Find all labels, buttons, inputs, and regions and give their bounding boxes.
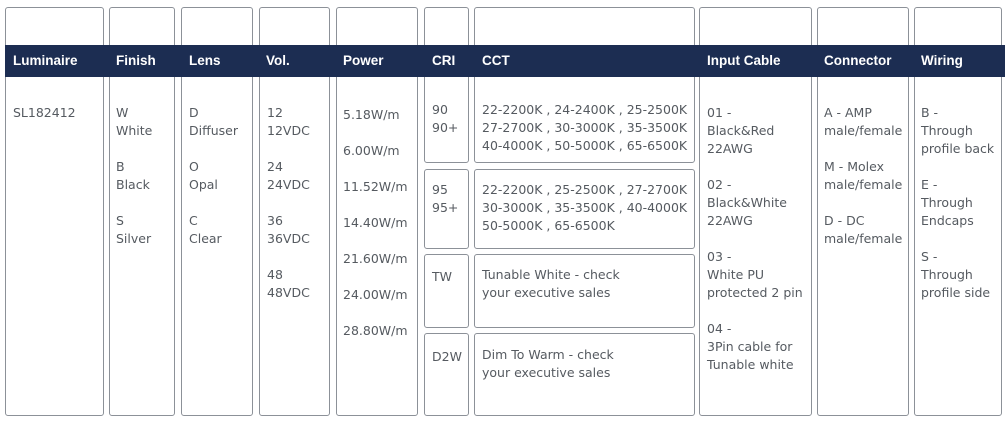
finish-name: Silver [116, 231, 152, 246]
wiring-text: profile back [921, 141, 995, 156]
cct-line: 22-2200K , 24-2400K , 25-2500K [482, 102, 688, 117]
header-wiring: Wiring [921, 53, 963, 68]
input-cable-text: 3Pin cable for [707, 339, 793, 354]
cri-group-1-box [424, 7, 469, 163]
header-cct: CCT [482, 53, 510, 68]
header-power: Power [343, 53, 384, 68]
header-connector: Connector [824, 53, 892, 68]
connector-text: male/female [824, 177, 903, 192]
power-value: 5.18W/m [343, 107, 400, 122]
cct-line: 22-2200K , 25-2500K , 27-2700K [482, 182, 688, 197]
power-value: 11.52W/m [343, 179, 408, 194]
vol-name: 36VDC [267, 231, 310, 246]
lens-name: Opal [189, 177, 218, 192]
cct-line: your executive sales [482, 285, 611, 300]
input-cable-text: protected 2 pin [707, 285, 803, 300]
power-value: 14.40W/m [343, 215, 408, 230]
input-cable-text: White PU [707, 267, 765, 282]
connector-code: D - DC [824, 213, 865, 228]
lens-name: Clear [189, 231, 222, 246]
cri-group-4-box [424, 333, 469, 416]
lens-name: Diffuser [189, 123, 238, 138]
cri-group-3-box [424, 254, 469, 328]
lens-code: O [189, 159, 199, 174]
cct-line: your executive sales [482, 365, 611, 380]
input-cable-text: Black&Red [707, 123, 775, 138]
power-value: 24.00W/m [343, 287, 408, 302]
input-cable-text: 22AWG [707, 213, 753, 228]
connector-text: male/female [824, 123, 903, 138]
input-cable-text: 22AWG [707, 141, 753, 156]
header-vol: Vol. [266, 53, 290, 68]
cri-value: D2W [432, 349, 462, 364]
input-cable-code: 02 - [707, 177, 732, 192]
header-cri: CRI [432, 53, 456, 68]
wiring-text: Through [921, 195, 973, 210]
lens-code: C [189, 213, 198, 228]
vol-code: 48 [267, 267, 283, 282]
finish-name: White [116, 123, 153, 138]
cri-value: TW [432, 269, 452, 284]
vol-name: 48VDC [267, 285, 310, 300]
finish-code: S [116, 213, 124, 228]
input-cable-text: Black&White [707, 195, 787, 210]
vol-name: 24VDC [267, 177, 310, 192]
cct-line: Tunable White - check [482, 267, 620, 282]
finish-code: B [116, 159, 125, 174]
input-cable-text: Tunable white [707, 357, 794, 372]
header-input-cable: Input Cable [707, 53, 781, 68]
power-value: 6.00W/m [343, 143, 400, 158]
cct-line: 30-3000K , 35-3500K , 40-4000K [482, 200, 688, 215]
header-lens: Lens [189, 53, 221, 68]
cri-value: 90+ [432, 120, 459, 135]
input-cable-code: 01 - [707, 105, 732, 120]
wiring-code: B - [921, 105, 939, 120]
wiring-text: Endcaps [921, 213, 974, 228]
input-cable-code: 04 - [707, 321, 732, 336]
header-luminaire: Luminaire [13, 53, 78, 68]
cri-value: 95 [432, 182, 448, 197]
luminaire-code: SL182412 [13, 105, 76, 120]
finish-code: W [116, 105, 129, 120]
finish-name: Black [116, 177, 150, 192]
wiring-code: E - [921, 177, 938, 192]
input-cable-code: 03 - [707, 249, 732, 264]
connector-code: M - Molex [824, 159, 885, 174]
cct-line: 27-2700K , 30-3000K , 35-3500K [482, 120, 688, 135]
power-value: 28.80W/m [343, 323, 408, 338]
cct-line: 50-5000K , 65-6500K [482, 218, 615, 233]
power-value: 21.60W/m [343, 251, 408, 266]
connector-text: male/female [824, 231, 903, 246]
wiring-code: S - [921, 249, 938, 264]
cri-value: 90 [432, 102, 448, 117]
lens-code: D [189, 105, 199, 120]
cct-line: 40-4000K , 50-5000K , 65-6500K [482, 138, 688, 153]
wiring-text: Through [921, 123, 973, 138]
vol-name: 12VDC [267, 123, 310, 138]
cct-line: Dim To Warm - check [482, 347, 614, 362]
vol-code: 24 [267, 159, 283, 174]
wiring-text: profile side [921, 285, 991, 300]
cri-value: 95+ [432, 200, 459, 215]
wiring-text: Through [921, 267, 973, 282]
vol-code: 36 [267, 213, 283, 228]
connector-code: A - AMP [824, 105, 872, 120]
vol-code: 12 [267, 105, 283, 120]
header-finish: Finish [116, 53, 156, 68]
